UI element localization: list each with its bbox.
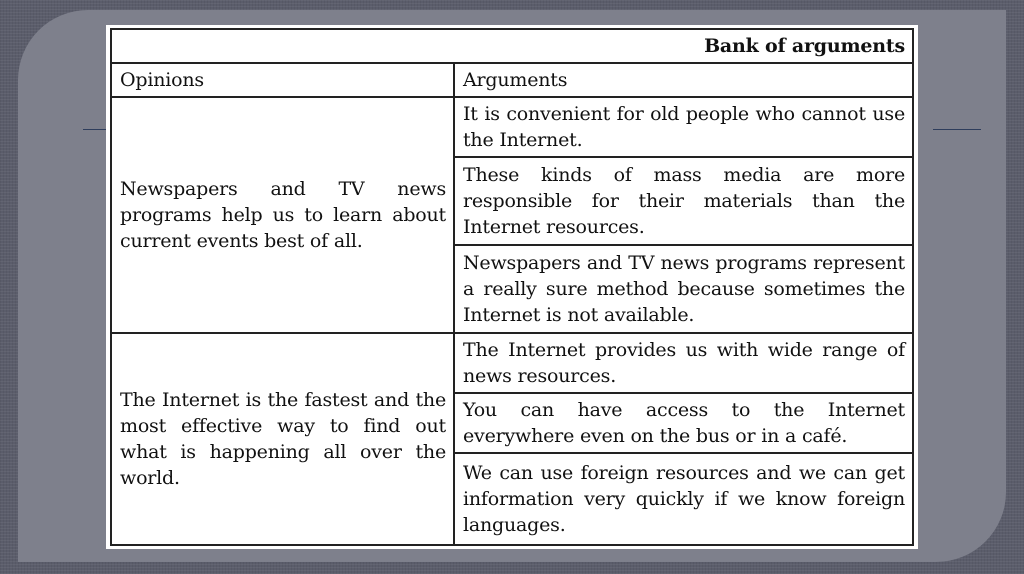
argument-cell: We can use foreign resources and we can get information very quickly if we know foreign languages. xyxy=(454,453,913,545)
table-title-row xyxy=(111,29,913,63)
table-row xyxy=(111,97,913,157)
table-header-row xyxy=(111,63,913,97)
opinion-cell: Newspapers and TV news programs help us to learn about current events best of all. xyxy=(111,97,454,333)
argument-cell: These kinds of mass media are more responsible for their materials than the Internet resources. xyxy=(454,157,913,245)
decorative-line-right xyxy=(933,129,981,130)
bank-of-arguments-table xyxy=(110,28,914,546)
table-row xyxy=(111,333,913,393)
scanned-document xyxy=(106,25,918,549)
opinion-cell: The Internet is the fastest and the most effective way to find out what is happening all over the world. xyxy=(111,333,454,545)
table-title: Bank of arguments xyxy=(111,29,913,63)
argument-cell: It is convenient for old people who cannot use the Internet. xyxy=(454,97,913,157)
argument-cell: Newspapers and TV news programs represent a really sure method because sometimes the Internet is not available. xyxy=(454,245,913,333)
argument-cell: You can have access to the Internet everywhere even on the bus or in a café. xyxy=(454,393,913,453)
header-opinions: Opinions xyxy=(111,63,454,97)
header-arguments: Arguments xyxy=(454,63,913,97)
argument-cell: The Internet provides us with wide range of news resources. xyxy=(454,333,913,393)
